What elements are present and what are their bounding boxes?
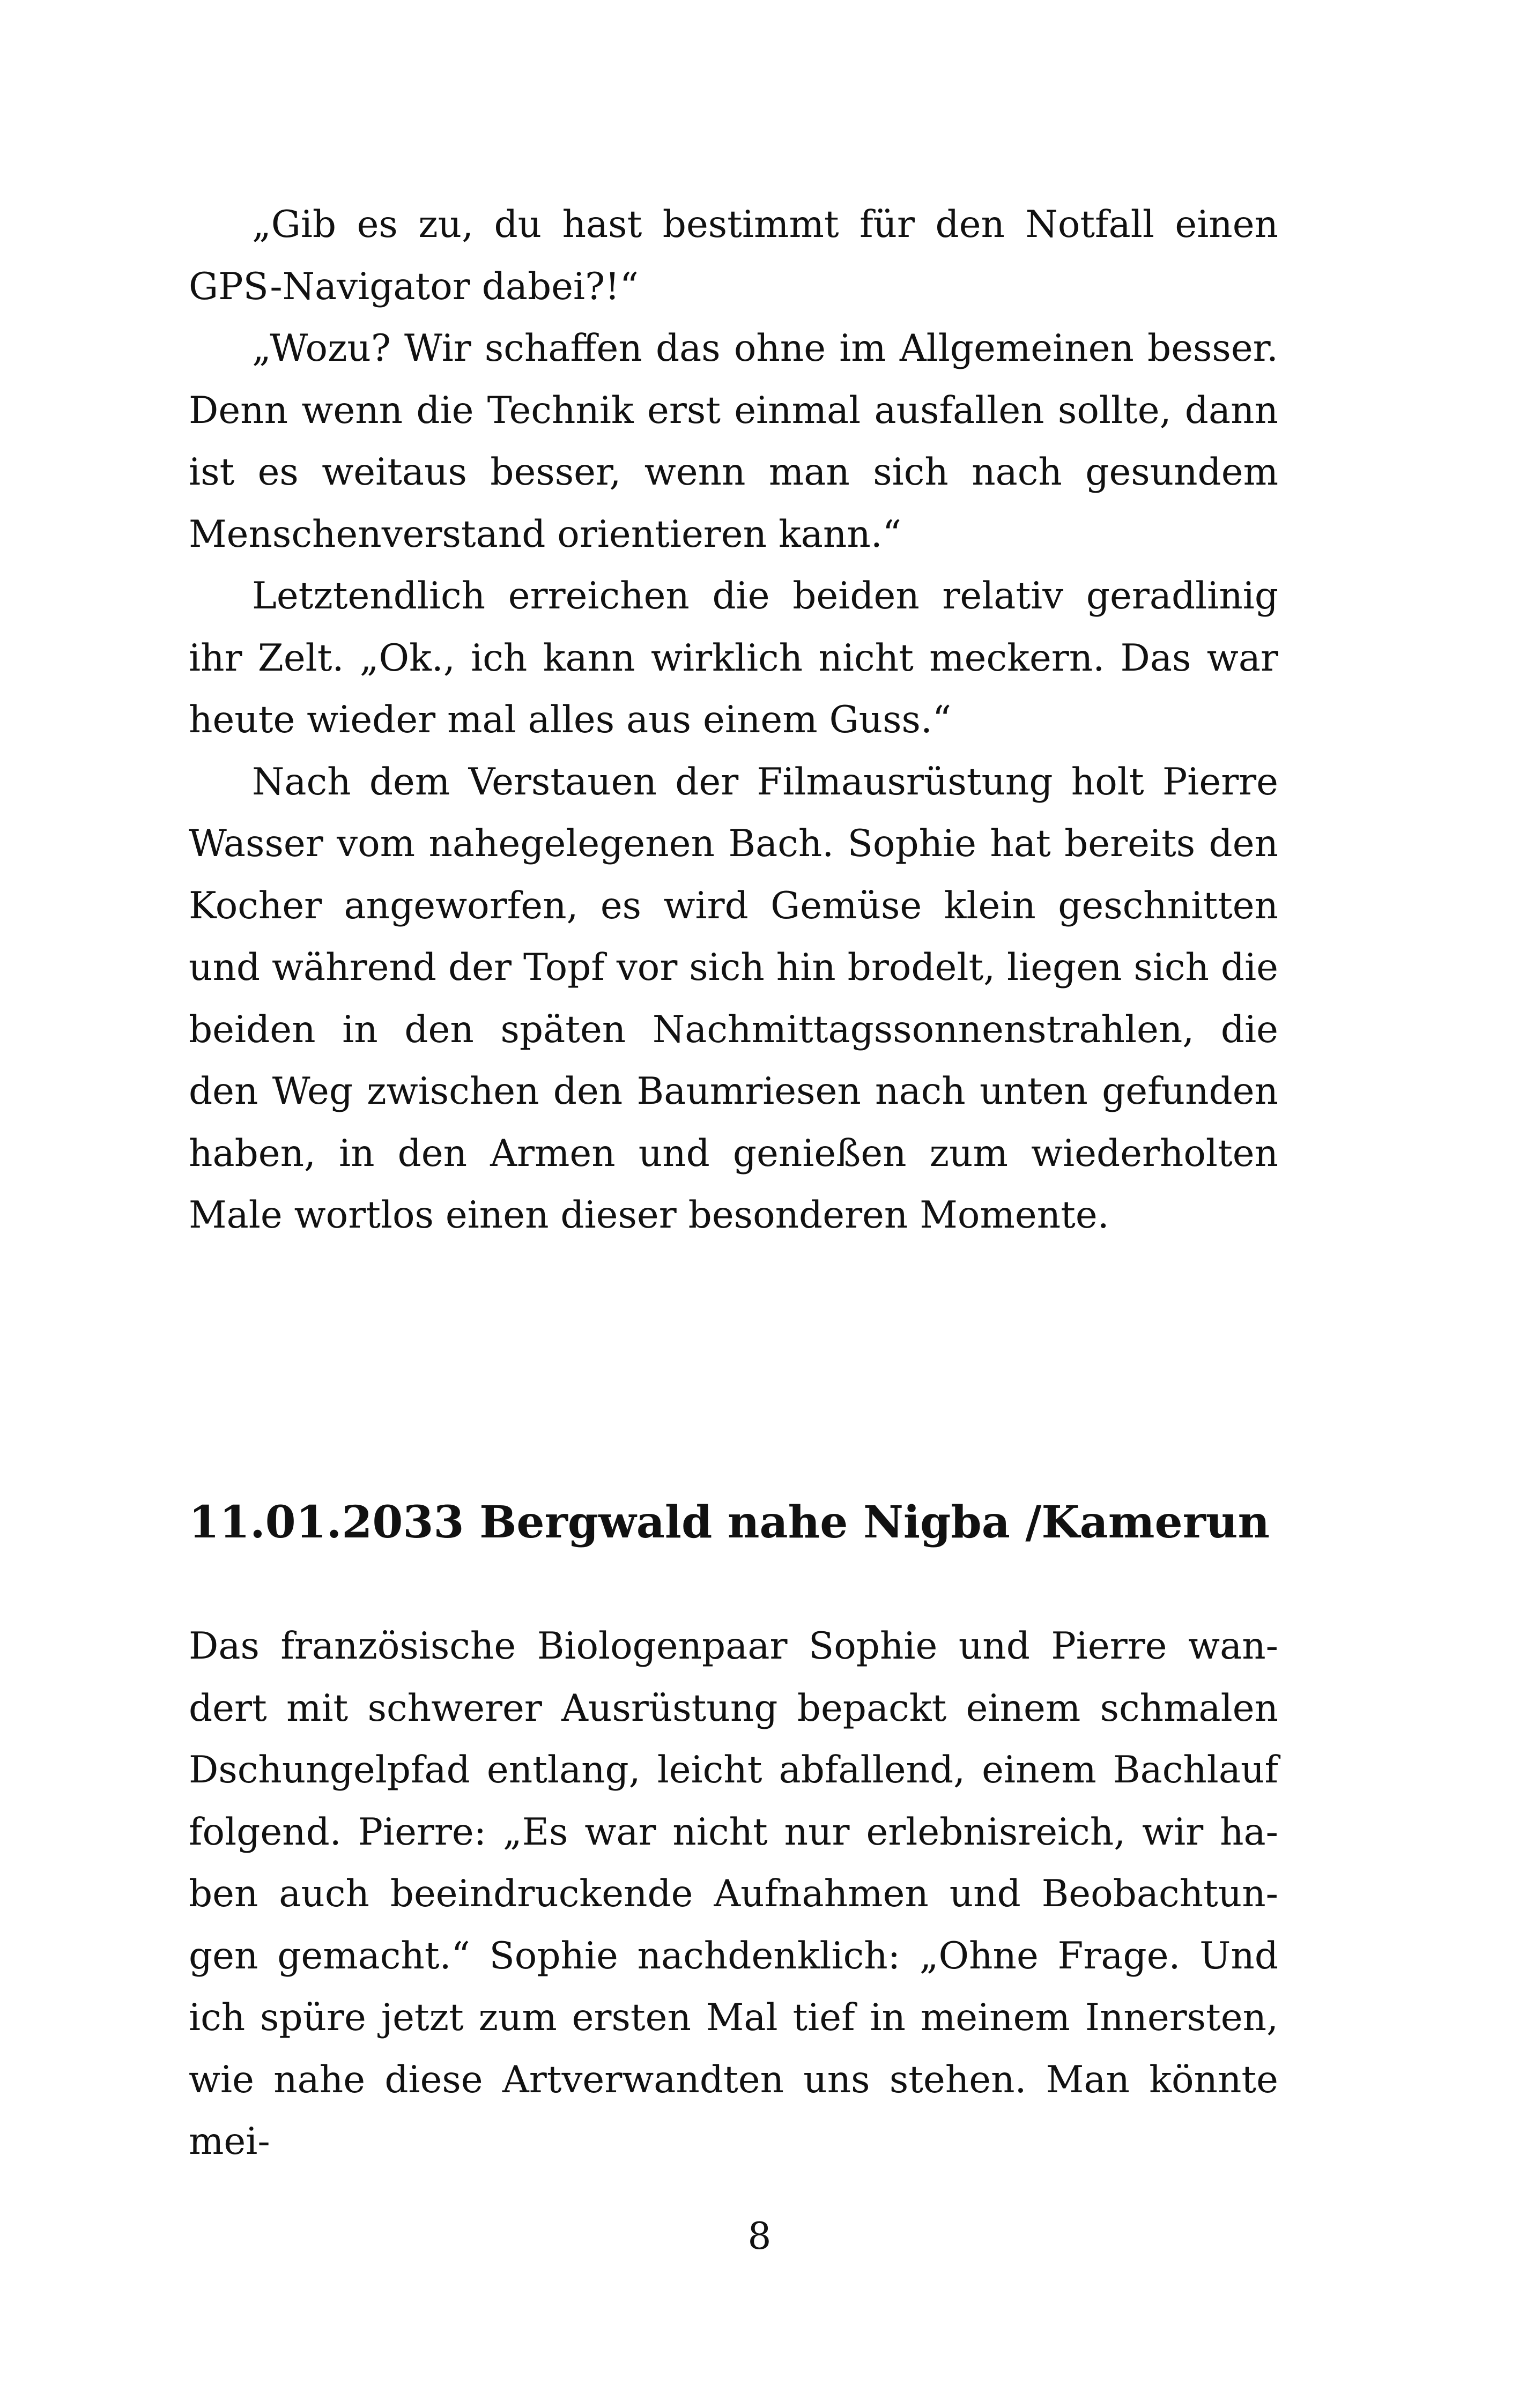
text-block-top: [189, 194, 1278, 1247]
page-number: 8: [747, 2215, 772, 2258]
paragraph-arrive-tent: Letztendlich erreichen die beiden relativ geradlinig ihr Zelt. „Ok., ich kann wirklich nicht meckern. Das war heute wieder mal alles aus einem Guss.“: [189, 575, 1278, 741]
section-heading: 11.01.2033 Bergwald nahe Nigba /Kamerun: [189, 1497, 1270, 1548]
paragraph-biologists-hike: Das französische Biologenpaar Sophie und Pierre wandert mit schwerer Ausrüstung bepackt einem schmalen Dschungelpfad entlang, leicht abfallend, einem Bachlauf folgend. Pierre: „Es war nicht nur erlebnisreich, wir haben auch beeindruckende Aufnahmen und Beobachtungen gemacht.“ Sophie nachdenklich: „Ohne Frage. Und ich spüre jetzt zum ersten Mal tief in meinem Innersten, wie nahe diese Artverwandten uns stehen. Man könnte mei-: [189, 1625, 1278, 2163]
paragraph-gps-question: „Gib es zu, du hast bestimmt für den Notfall einen GPS-Navigator dabei?!“: [189, 203, 1278, 308]
text-block-bottom: [189, 1616, 1278, 2173]
paragraph-evening-camp: Nach dem Verstauen der Filmausrüstung holt Pierre Wasser vom nahegelegenen Bach. Sophie hat bereits den Kocher angeworfen, es wird Gemüse klein geschnitten und während der Topf vor sich hin brodelt, liegen sich die beiden in den späten Nachmittagssonnenstrahlen, die den Weg zwischen den Baumriesen nach unten gefunden haben, in den Armen und genießen zum wiederholten Male wortlos einen dieser besonderen Momente.: [189, 760, 1278, 1237]
paragraph-wozu-answer: „Wozu? Wir schaffen das ohne im Allgemeinen besser. Denn wenn die Technik erst einmal ausfallen sollte, dann ist es weitaus besser, wenn man sich nach gesundem Menschenverstand orientieren kann.“: [189, 327, 1278, 556]
